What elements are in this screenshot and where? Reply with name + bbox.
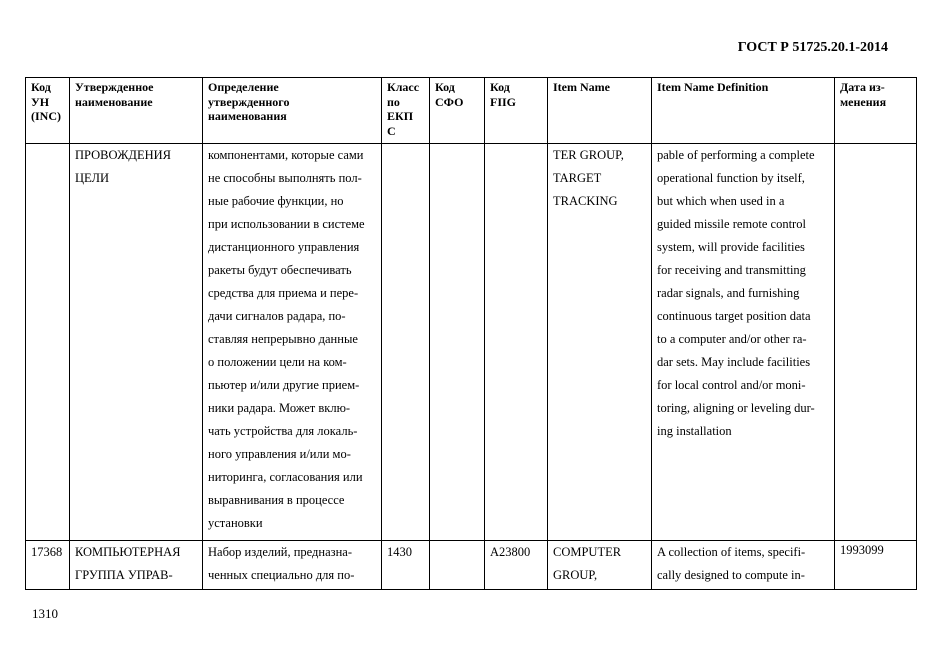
header-fiig-code: Код FIIG [485, 78, 548, 144]
table-row [26, 541, 917, 590]
cell-approved-name: ПРОВОЖДЕНИЯ ЦЕЛИ [70, 144, 203, 541]
cell-item-name-definition: pable of performing a complete operational function by itself, but which when used in a guided missile remote control system, will provide facilities for receiving and transmitting radar signals, and furnishing continuous target position data to a computer and/or other ra- dar sets. May include facilities for local control and/or moni- toring, aligning or leveling dur- ing installation [652, 144, 835, 541]
cell-item-name: COMPUTER GROUP, [548, 541, 652, 590]
item-names-table [25, 77, 917, 590]
standard-code: ГОСТ Р 51725.20.1-2014 [737, 40, 888, 55]
header-item-name-definition: Item Name Definition [652, 78, 835, 144]
cell-name-definition: Набор изделий, предназна- ченных специально для по- [203, 541, 382, 590]
cell-fiig-code: A23800 [485, 541, 548, 590]
header-change-date: Дата из- менения [835, 78, 917, 144]
cell-sfo-code [430, 541, 485, 590]
header-item-name: Item Name [548, 78, 652, 144]
cell-sfo-code [430, 144, 485, 541]
page-number: 1310 [32, 606, 58, 621]
table-header-row [26, 78, 917, 144]
cell-change-date: 1993099 [835, 541, 917, 590]
cell-change-date [835, 144, 917, 541]
header-sfo-code: Код СФО [430, 78, 485, 144]
table-row [26, 144, 917, 541]
cell-item-name-definition: A collection of items, specifi- cally designed to compute in- [652, 541, 835, 590]
cell-name-definition: компонентами, которые сами не способны выполнять пол- ные рабочие функции, но при использовании в системе дистанционного управления ракеты будут обеспечивать средства для приема и пере- дачи сигналов радара, по- ставляя непрерывно данные о положении цели на ком- пьютер и/или другие прием- ники радара. Может вклю- чать устройства для локаль- ного управления и/или мо- ниторинга, согласования или выравнивания в процессе установки [203, 144, 382, 541]
cell-ekps-class [382, 144, 430, 541]
header-name-definition: Определение утвержденного наименования [203, 78, 382, 144]
cell-item-name: TER GROUP, TARGET TRACKING [548, 144, 652, 541]
cell-inc: 17368 [26, 541, 70, 590]
cell-inc [26, 144, 70, 541]
header-inc: Код УН (INC) [26, 78, 70, 144]
header-ekps-class: Класс по ЕКП С [382, 78, 430, 144]
header-approved-name: Утвержденное наименование [70, 78, 203, 144]
cell-ekps-class: 1430 [382, 541, 430, 590]
cell-approved-name: КОМПЬЮТЕРНАЯ ГРУППА УПРАВ- [70, 541, 203, 590]
cell-fiig-code [485, 144, 548, 541]
